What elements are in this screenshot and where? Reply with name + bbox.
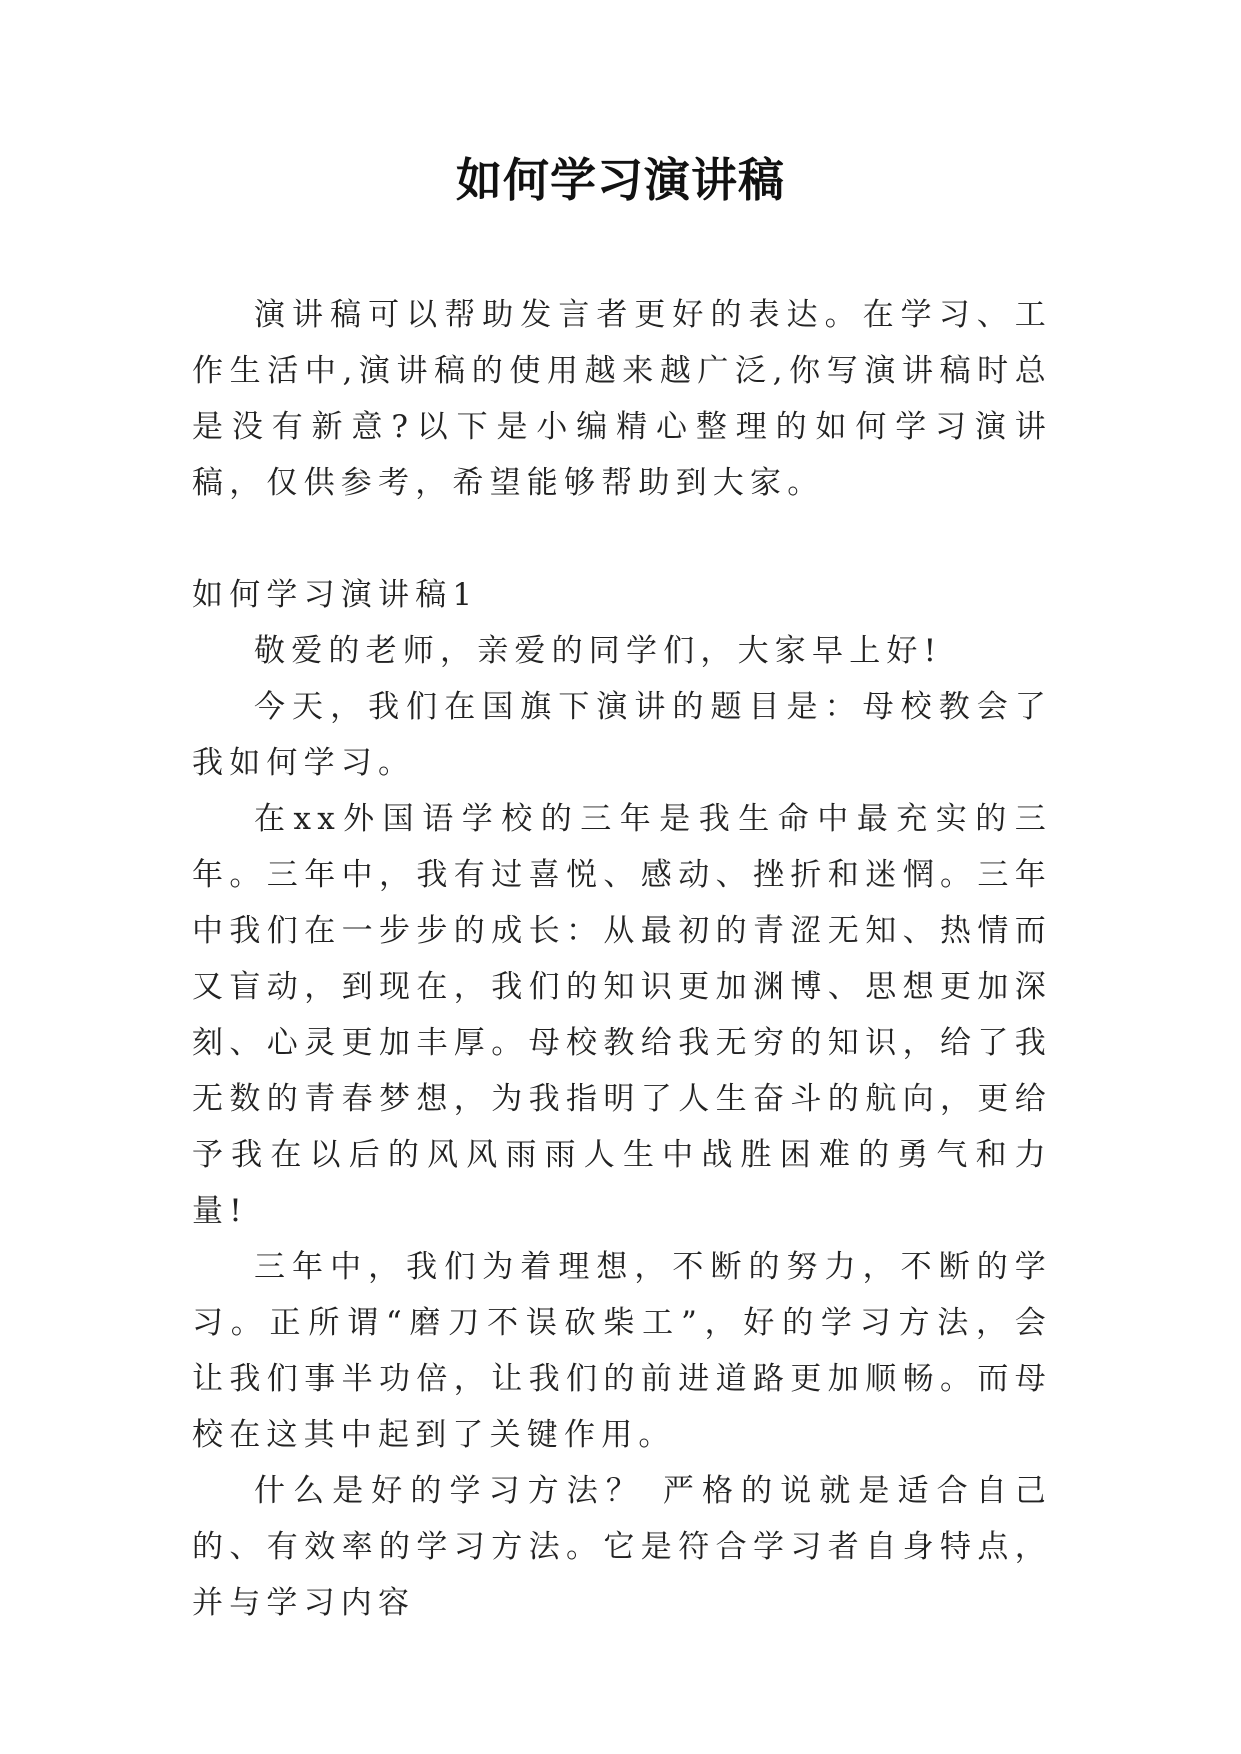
document-body	[192, 287, 1052, 1631]
section-heading: 如何学习演讲稿1	[192, 577, 479, 613]
paragraph-learning: 三年中，我们为着理想，不断的努力，不断的学习。正所谓“磨刀不误砍柴工”，好的学习方法，会让我们事半功倍，让我们的前进道路更加顺畅。而母校在这其中起到了关键作用。	[192, 1249, 1052, 1453]
document-title: 如何学习演讲稿	[456, 153, 785, 207]
paragraph-topic: 今天，我们在国旗下演讲的题目是：母校教会了我如何学习。	[192, 689, 1052, 781]
intro-paragraph: 演讲稿可以帮助发言者更好的表达。在学习、工作生活中,演讲稿的使用越来越广泛,你写演讲稿时总是没有新意?以下是小编精心整理的如何学习演讲稿，仅供参考，希望能够帮助到大家。	[192, 297, 1052, 501]
paragraph-three-years: 在xx外国语学校的三年是我生命中最充实的三年。三年中，我有过喜悦、感动、挫折和迷惘。三年中我们在一步步的成长：从最初的青涩无知、热情而又盲动，到现在，我们的知识更加渊博、思想更加深刻、心灵更加丰厚。母校教给我无穷的知识，给了我无数的青春梦想，为我指明了人生奋斗的航向，更给予我在以后的风风雨雨人生中战胜困难的勇气和力量!	[192, 801, 1052, 1229]
paragraph-greeting: 敬爱的老师，亲爱的同学们，大家早上好!	[254, 633, 943, 669]
paragraph-method: 什么是好的学习方法？ 严格的说就是适合自己的、有效率的学习方法。它是符合学习者自身特点，并与学习内容	[192, 1473, 1052, 1621]
